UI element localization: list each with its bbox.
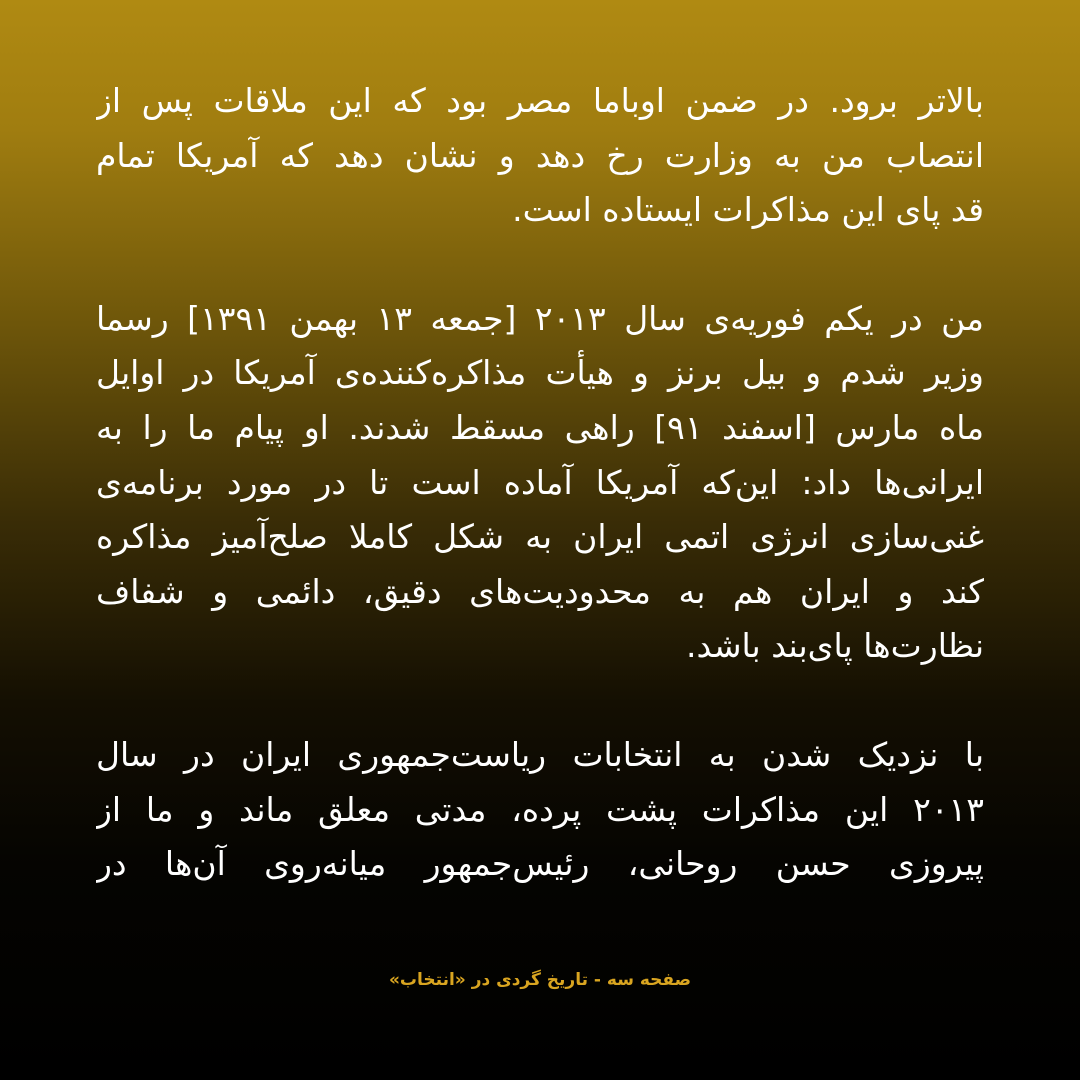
text-line: من در یکم فوریه‌ی سال ۲۰۱۳ [جمعه ۱۳ بهمن ۱۳۹۱] رسما <box>96 298 984 338</box>
paragraph-2 <box>96 292 984 674</box>
text-line: غنی‌سازی انرژی اتمی ایران به شکل کاملا صلح‌آمیز مذاکره <box>96 517 984 557</box>
text-line: پیروزی حسن روحانی، رئیس‌جمهور میانه‌روی آن‌ها در <box>96 844 984 884</box>
text-line: انتصاب من به وزارت رخ دهد و نشان دهد که آمریکا تمام <box>96 135 984 175</box>
text-line: ایرانی‌ها داد: این‌که آمریکا آماده است تا در مورد برنامه‌ی <box>96 462 984 502</box>
paragraph-3 <box>96 728 984 892</box>
paragraph-1 <box>96 74 984 238</box>
text-line: بالاتر برود. در ضمن اوباما مصر بود که این ملاقات پس از <box>96 81 984 120</box>
text-line: قد پای این مذاکرات ایستاده است. <box>512 190 984 230</box>
text-line: ماه مارس [اسفند ۹۱] راهی مسقط شدند. او پیام ما را به <box>96 407 984 447</box>
text-line: وزیر شدم و بیل برنز و هیأت مذاکره‌کننده‌ی آمریکا در اوایل <box>96 353 984 393</box>
text-line: ۲۰۱۳ این مذاکرات پشت پرده، مدتی معلق ماند و ما از <box>96 789 984 829</box>
footer-caption: صفحه سه - تاریخ گردی در «انتخاب» <box>388 970 692 990</box>
article-body <box>96 74 984 946</box>
text-line: نظارت‌ها پای‌بند باشد. <box>686 626 984 666</box>
text-line: با نزدیک شدن به انتخابات ریاست‌جمهوری ایران در سال <box>96 734 984 774</box>
text-line: کند و ایران هم به محدودیت‌های دقیق، دائمی و شفاف <box>96 571 984 611</box>
